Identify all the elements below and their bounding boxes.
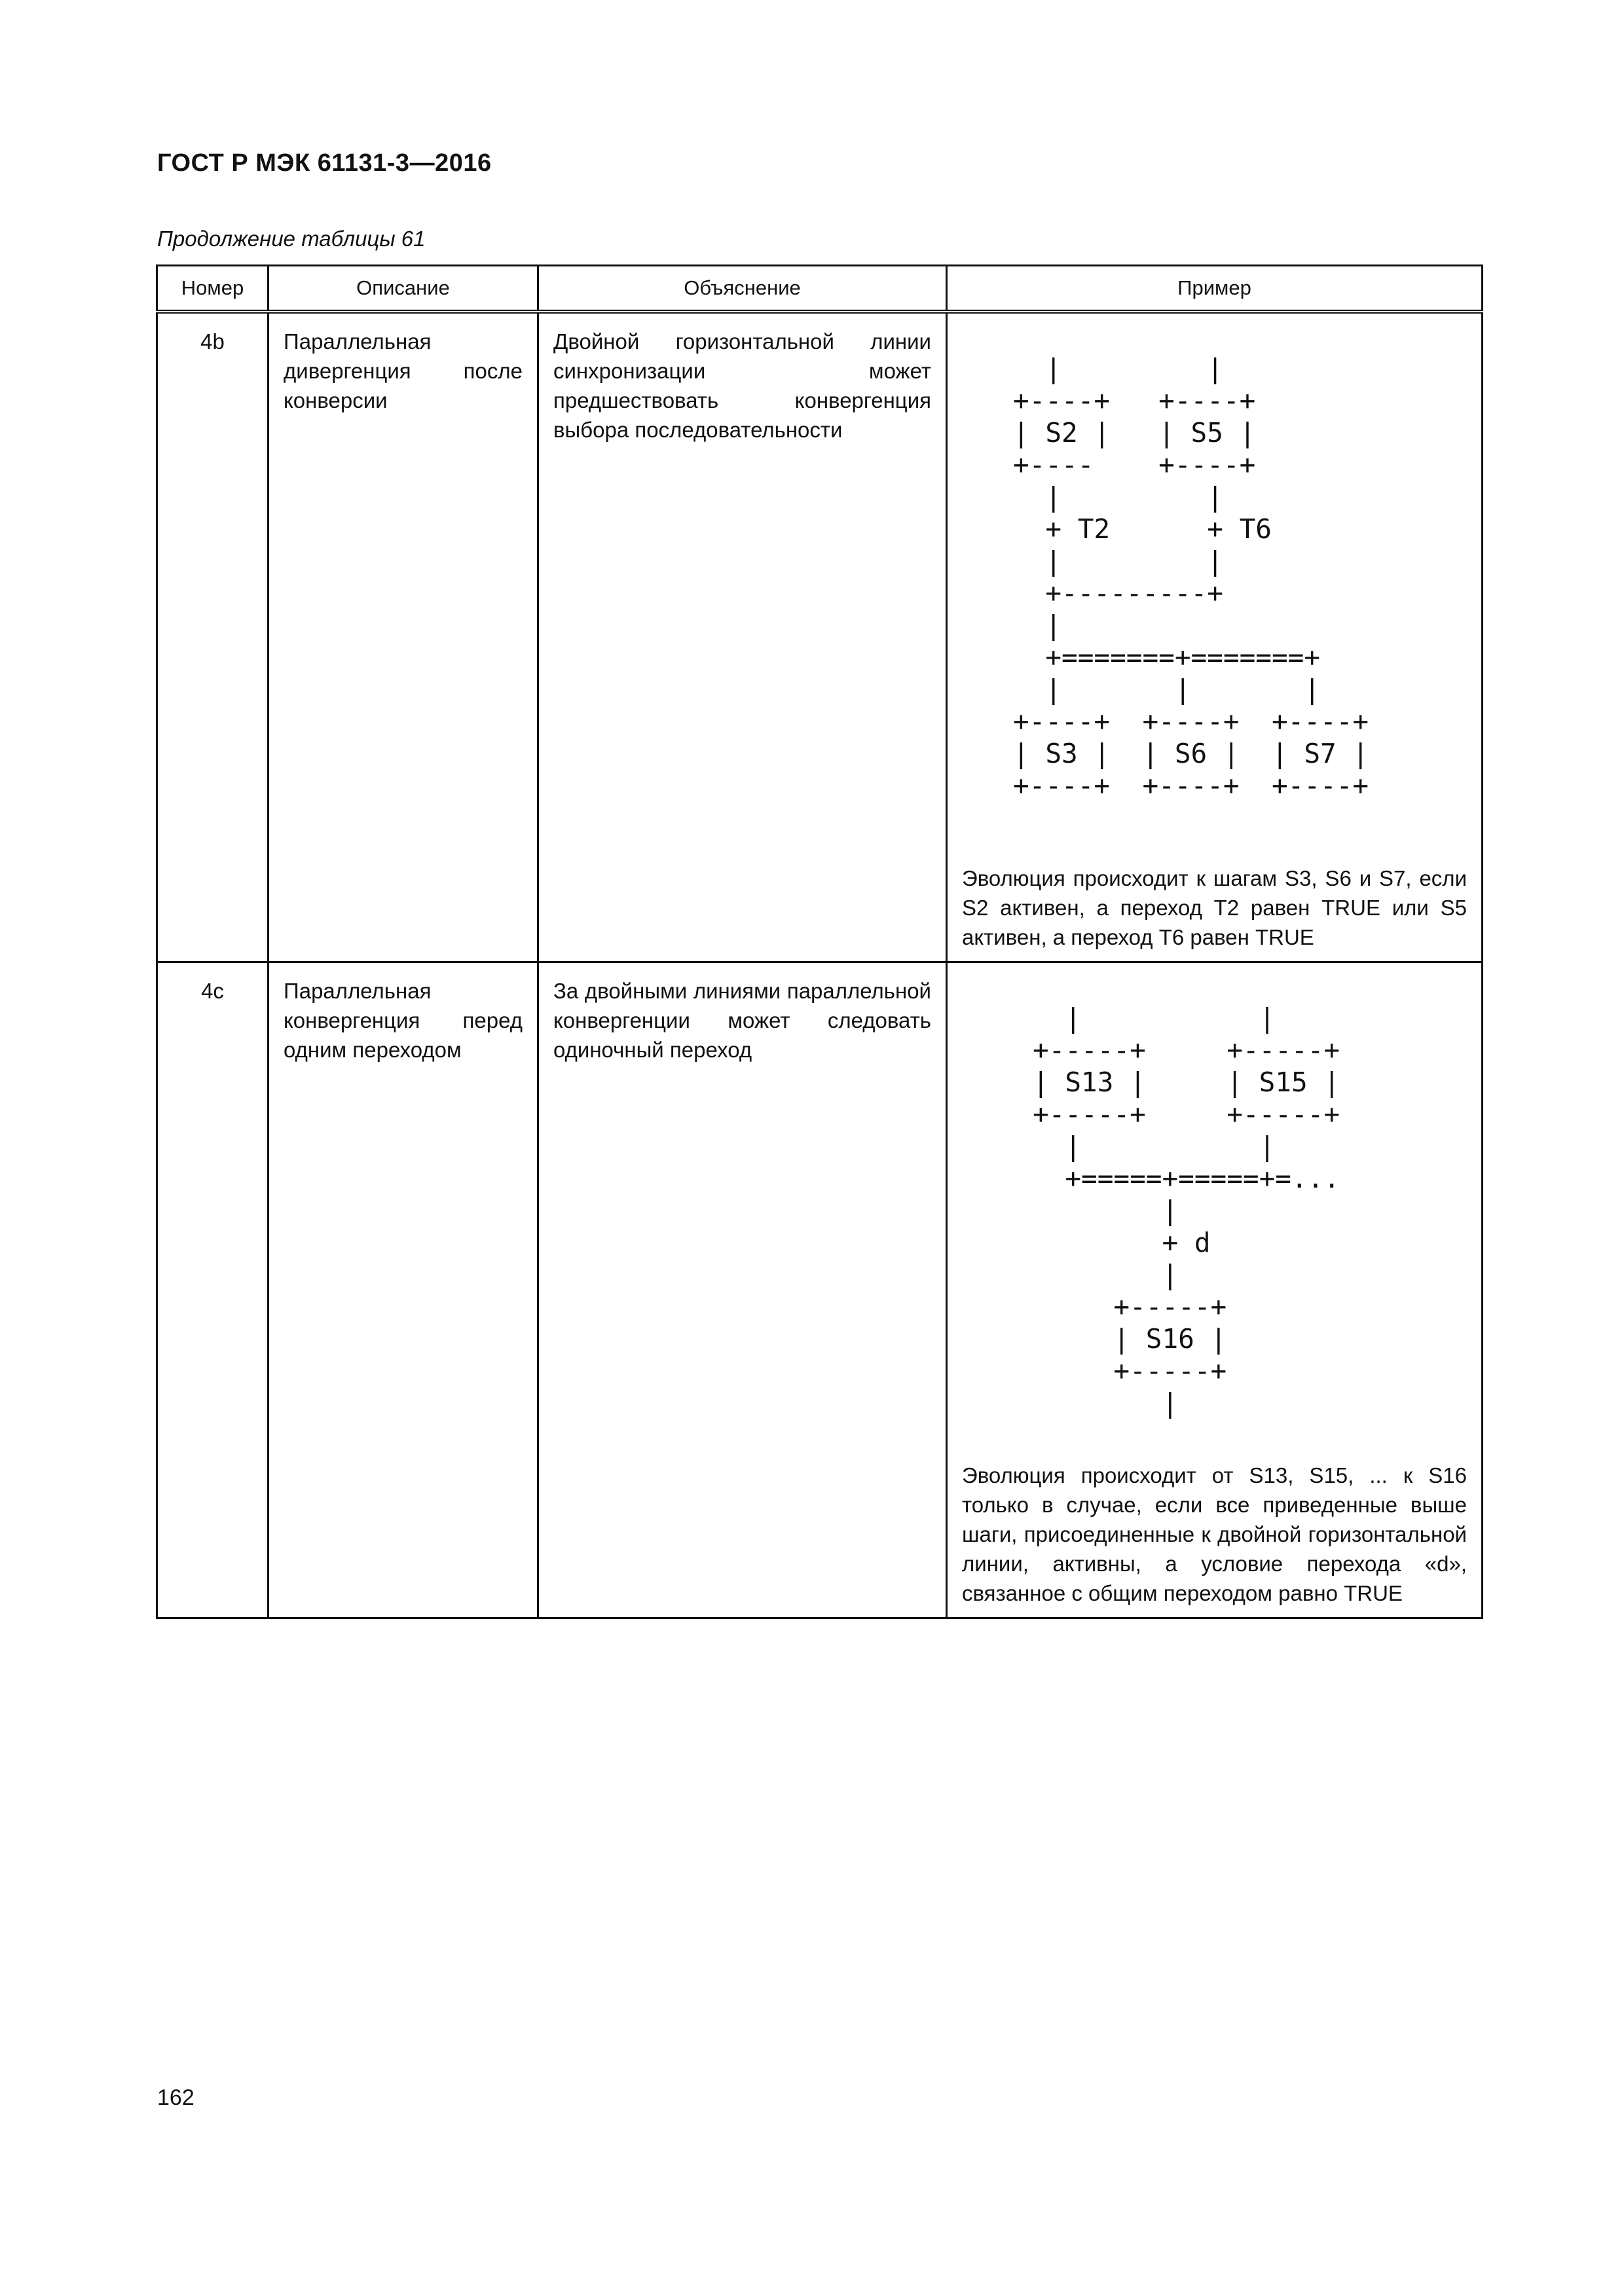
row-example bbox=[947, 962, 1483, 1618]
column-header-example: Пример bbox=[947, 266, 1483, 312]
row-description: Параллельная дивергенция после конверсии bbox=[268, 312, 538, 962]
document-header: ГОСТ Р МЭК 61131-3—2016 bbox=[157, 149, 492, 177]
column-header-explanation: Объяснение bbox=[538, 266, 947, 312]
page-number: 162 bbox=[157, 2085, 194, 2110]
row-description: Параллельная конвергенция перед одним переходом bbox=[268, 962, 538, 1618]
column-header-number: Номер bbox=[157, 266, 268, 312]
table-caption: Продолжение таблицы 61 bbox=[157, 227, 426, 251]
table-row bbox=[157, 962, 1483, 1618]
column-header-description: Описание bbox=[268, 266, 538, 312]
sfc-diagram-parallel-divergence: | | +----+ +----+ | S2 | | S5 | +---- +----+ | | + T2 + T6 | | +---------+ | +=======+=======+ | | | +----+ +----+ +----+ | S3 | | S6 | | S7 | +----+ +----+ +----+ bbox=[1013, 353, 1369, 801]
table-header-row bbox=[157, 266, 1483, 312]
row-explanation: Двойной горизонтальной линии синхронизации может предшествовать конвергенция выбора последовательности bbox=[538, 312, 947, 962]
table-row bbox=[157, 312, 1483, 962]
table-61 bbox=[156, 264, 1483, 1619]
example-note: Эволюция происходит к шагам S3, S6 и S7, если S2 активен, а переход T2 равен TRUE или S5 активен, а переход T6 равен TRUE bbox=[962, 866, 1467, 949]
row-number: 4b bbox=[157, 312, 268, 962]
sfc-diagram-parallel-convergence: | | +-----+ +-----+ | S13 | | S15 | +-----+ +-----+ | | +=====+=====+=... | + d | +-----+ | S16 | +-----+ | bbox=[1033, 1002, 1340, 1419]
example-note: Эволюция происходит от S13, S15, ... к S16 только в случае, если все приведенные выше шаги, присоединенные к двойной горизонтальной линии, активны, а условие перехода «d», связанное с общим переходом равно TRUE bbox=[962, 1463, 1467, 1605]
row-example bbox=[947, 312, 1483, 962]
row-number: 4c bbox=[157, 962, 268, 1618]
row-explanation: За двойными линиями параллельной конвергенции может следовать одиночный переход bbox=[538, 962, 947, 1618]
